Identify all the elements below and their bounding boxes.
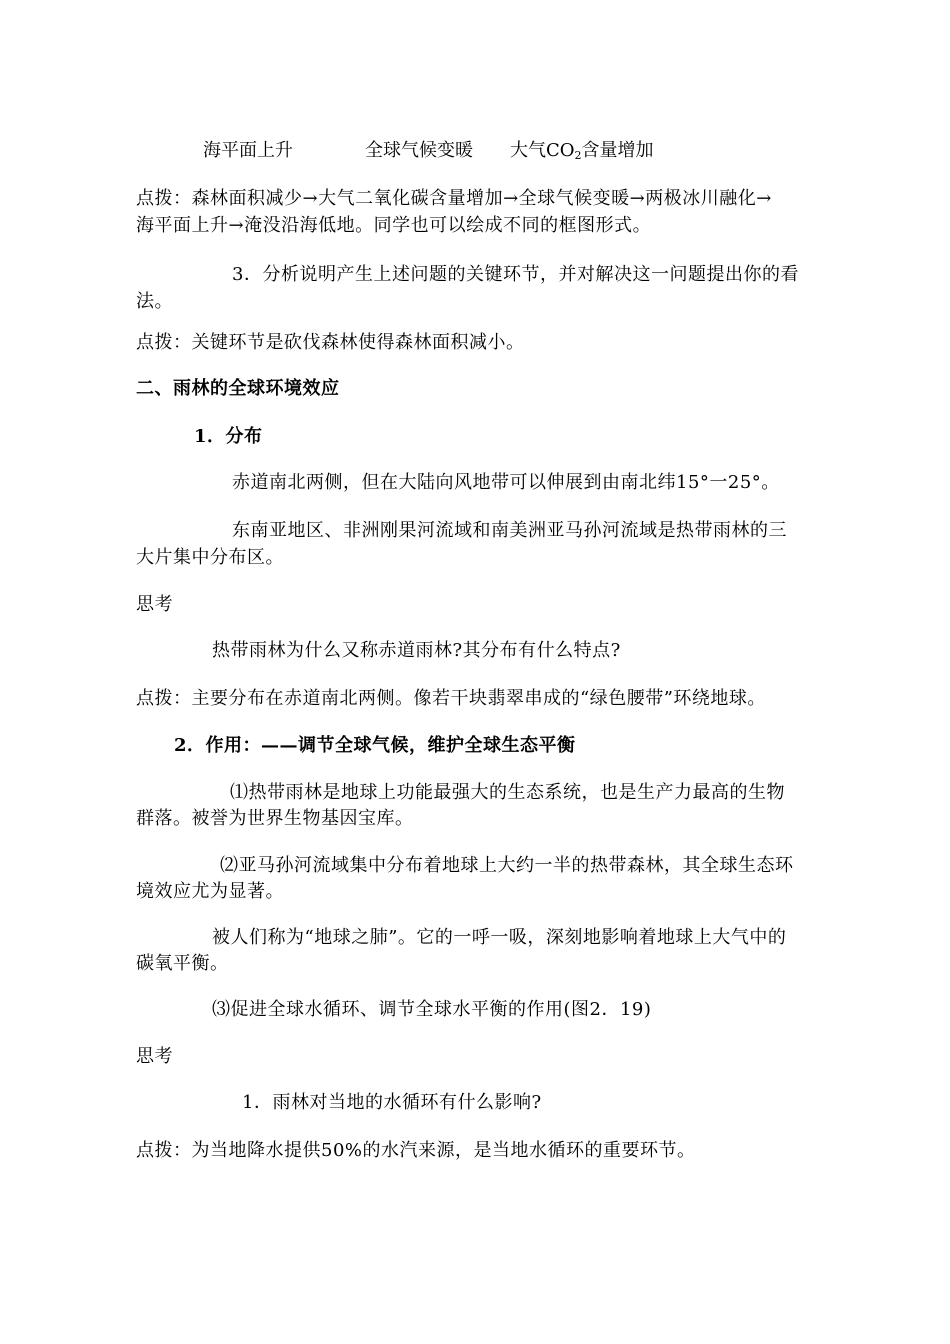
think-question-1: 热带雨林为什么又称赤道雨林?其分布有什么特点? [212,640,621,661]
function-2-line2: 境效应尤为显著。 [136,881,284,902]
question-3-line2: 法。 [136,291,173,312]
hint-chain-line2: 海平面上升→淹没沿海低地。同学也可以绘成不同的框图形式。 [136,215,652,236]
hint-distribution: 点拨：主要分布在赤道南北两侧。像若干块翡翠串成的“绿色腰带”环绕地球。 [136,688,766,709]
diagram-label-warming: 全球气候变暖 [365,140,473,161]
co2-subscript: 2 [574,149,582,162]
function-3: ⑶促进全球水循环、调节全球水平衡的作用(图2．19) [212,999,652,1020]
co2-text: 大气CO [510,140,575,161]
think-label-1: 思考 [136,594,173,615]
subheading-function: 2．作用：——调节全球气候，维护全球生态平衡 [174,735,576,756]
function-1-line1: ⑴热带雨林是地球上功能最强大的生态系统，也是生产力最高的生物 [230,782,785,803]
distribution-areas-line2: 大片集中分布区。 [136,547,284,568]
diagram-label-sea-level: 海平面上升 [203,140,293,161]
section-heading-2: 二、雨林的全球环境效应 [136,378,340,399]
lungs-line1: 被人们称为“地球之肺”。它的一呼一吸，深刻地影响着地球上大气中的 [212,927,787,948]
distribution-text: 赤道南北两侧，但在大陆向风地带可以伸展到由南北纬15°一25°。 [232,472,780,493]
subheading-distribution: 1．分布 [194,426,263,447]
think-label-2: 思考 [136,1046,173,1067]
hint-water-cycle: 点拨：为当地降水提供50%的水汽来源，是当地水循环的重要环节。 [136,1140,696,1161]
function-1-line2: 群落。被誉为世界生物基因宝库。 [136,808,414,829]
diagram-label-co2 [510,138,654,164]
co2-text-tail: 含量增加 [581,140,654,161]
function-2-line1: ⑵亚马孙河流域集中分布着地球上大约一半的热带森林，其全球生态环 [220,855,794,876]
lungs-line2: 碳氧平衡。 [136,953,229,974]
hint-key-link: 点拨：关键环节是砍伐森林使得森林面积减小。 [136,332,525,353]
hint-chain-line1: 点拨：森林面积减少→大气二氧化碳含量增加→全球气候变暖→两极冰川融化→ [136,188,772,209]
think-question-2: 1．雨林对当地的水循环有什么影响? [242,1092,542,1113]
distribution-areas-line1: 东南亚地区、非洲刚果河流域和南美洲亚马孙河流域是热带雨林的三 [232,520,787,541]
question-3-line1: 3．分析说明产生上述问题的关键环节，并对解决这一问题提出你的看 [232,264,799,285]
